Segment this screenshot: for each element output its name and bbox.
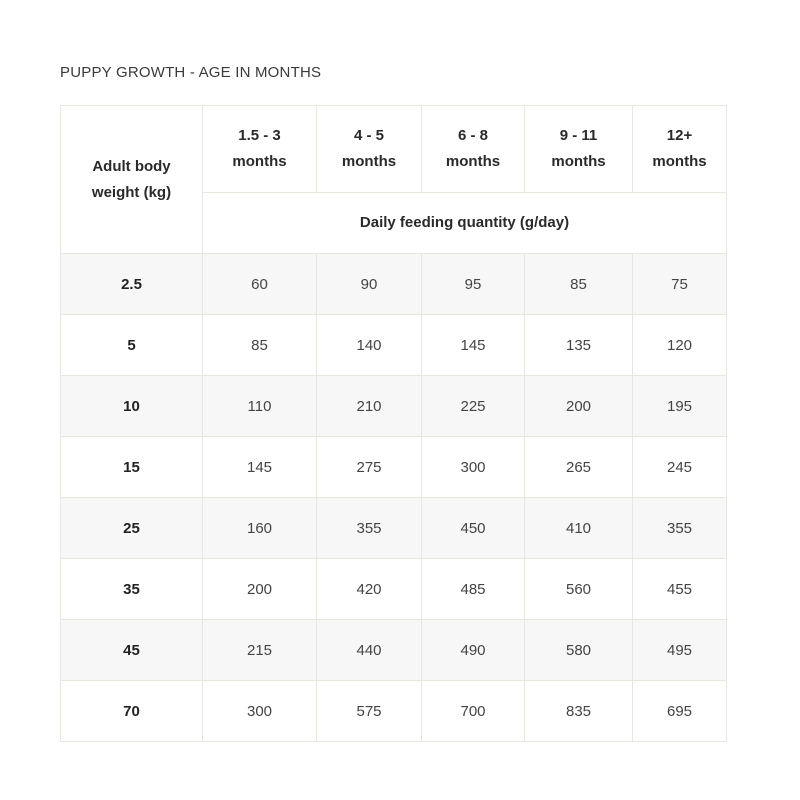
table-row (61, 498, 727, 559)
value-cell: 215 (203, 620, 317, 681)
value-cell: 110 (203, 376, 317, 437)
weight-cell: 45 (61, 620, 203, 681)
table-row (61, 437, 727, 498)
weight-cell: 35 (61, 559, 203, 620)
weight-cell: 10 (61, 376, 203, 437)
age-header-4: 9 - 11 months (525, 106, 633, 193)
value-cell: 455 (633, 559, 727, 620)
feeding-quantity-subheader: Daily feeding quantity (g/day) (203, 193, 727, 254)
value-cell: 835 (525, 681, 633, 742)
value-cell: 695 (633, 681, 727, 742)
page-title: PUPPY GROWTH - AGE IN MONTHS (60, 64, 322, 81)
age-header-5: 12+ months (633, 106, 727, 193)
value-cell: 580 (525, 620, 633, 681)
value-cell: 95 (422, 254, 525, 315)
table-row (61, 376, 727, 437)
value-cell: 440 (317, 620, 422, 681)
value-cell: 450 (422, 498, 525, 559)
value-cell: 225 (422, 376, 525, 437)
value-cell: 560 (525, 559, 633, 620)
value-cell: 210 (317, 376, 422, 437)
value-cell: 490 (422, 620, 525, 681)
value-cell: 200 (525, 376, 633, 437)
value-cell: 485 (422, 559, 525, 620)
value-cell: 300 (422, 437, 525, 498)
value-cell: 200 (203, 559, 317, 620)
feeding-table (60, 105, 727, 742)
value-cell: 355 (633, 498, 727, 559)
value-cell: 145 (422, 315, 525, 376)
age-header-2: 4 - 5 months (317, 106, 422, 193)
weight-cell: 25 (61, 498, 203, 559)
weight-column-header: Adult body weight (kg) (61, 106, 203, 254)
value-cell: 275 (317, 437, 422, 498)
table-row (61, 559, 727, 620)
table-row (61, 254, 727, 315)
table-row (61, 620, 727, 681)
age-header-1: 1.5 - 3 months (203, 106, 317, 193)
value-cell: 160 (203, 498, 317, 559)
value-cell: 85 (203, 315, 317, 376)
value-cell: 355 (317, 498, 422, 559)
value-cell: 85 (525, 254, 633, 315)
table-row (61, 315, 727, 376)
value-cell: 410 (525, 498, 633, 559)
value-cell: 495 (633, 620, 727, 681)
value-cell: 120 (633, 315, 727, 376)
value-cell: 265 (525, 437, 633, 498)
value-cell: 60 (203, 254, 317, 315)
value-cell: 90 (317, 254, 422, 315)
value-cell: 575 (317, 681, 422, 742)
value-cell: 300 (203, 681, 317, 742)
value-cell: 135 (525, 315, 633, 376)
value-cell: 195 (633, 376, 727, 437)
age-header-3: 6 - 8 months (422, 106, 525, 193)
value-cell: 245 (633, 437, 727, 498)
value-cell: 700 (422, 681, 525, 742)
weight-cell: 15 (61, 437, 203, 498)
value-cell: 140 (317, 315, 422, 376)
table-row (61, 681, 727, 742)
weight-cell: 5 (61, 315, 203, 376)
weight-cell: 2.5 (61, 254, 203, 315)
value-cell: 420 (317, 559, 422, 620)
weight-cell: 70 (61, 681, 203, 742)
value-cell: 75 (633, 254, 727, 315)
value-cell: 145 (203, 437, 317, 498)
